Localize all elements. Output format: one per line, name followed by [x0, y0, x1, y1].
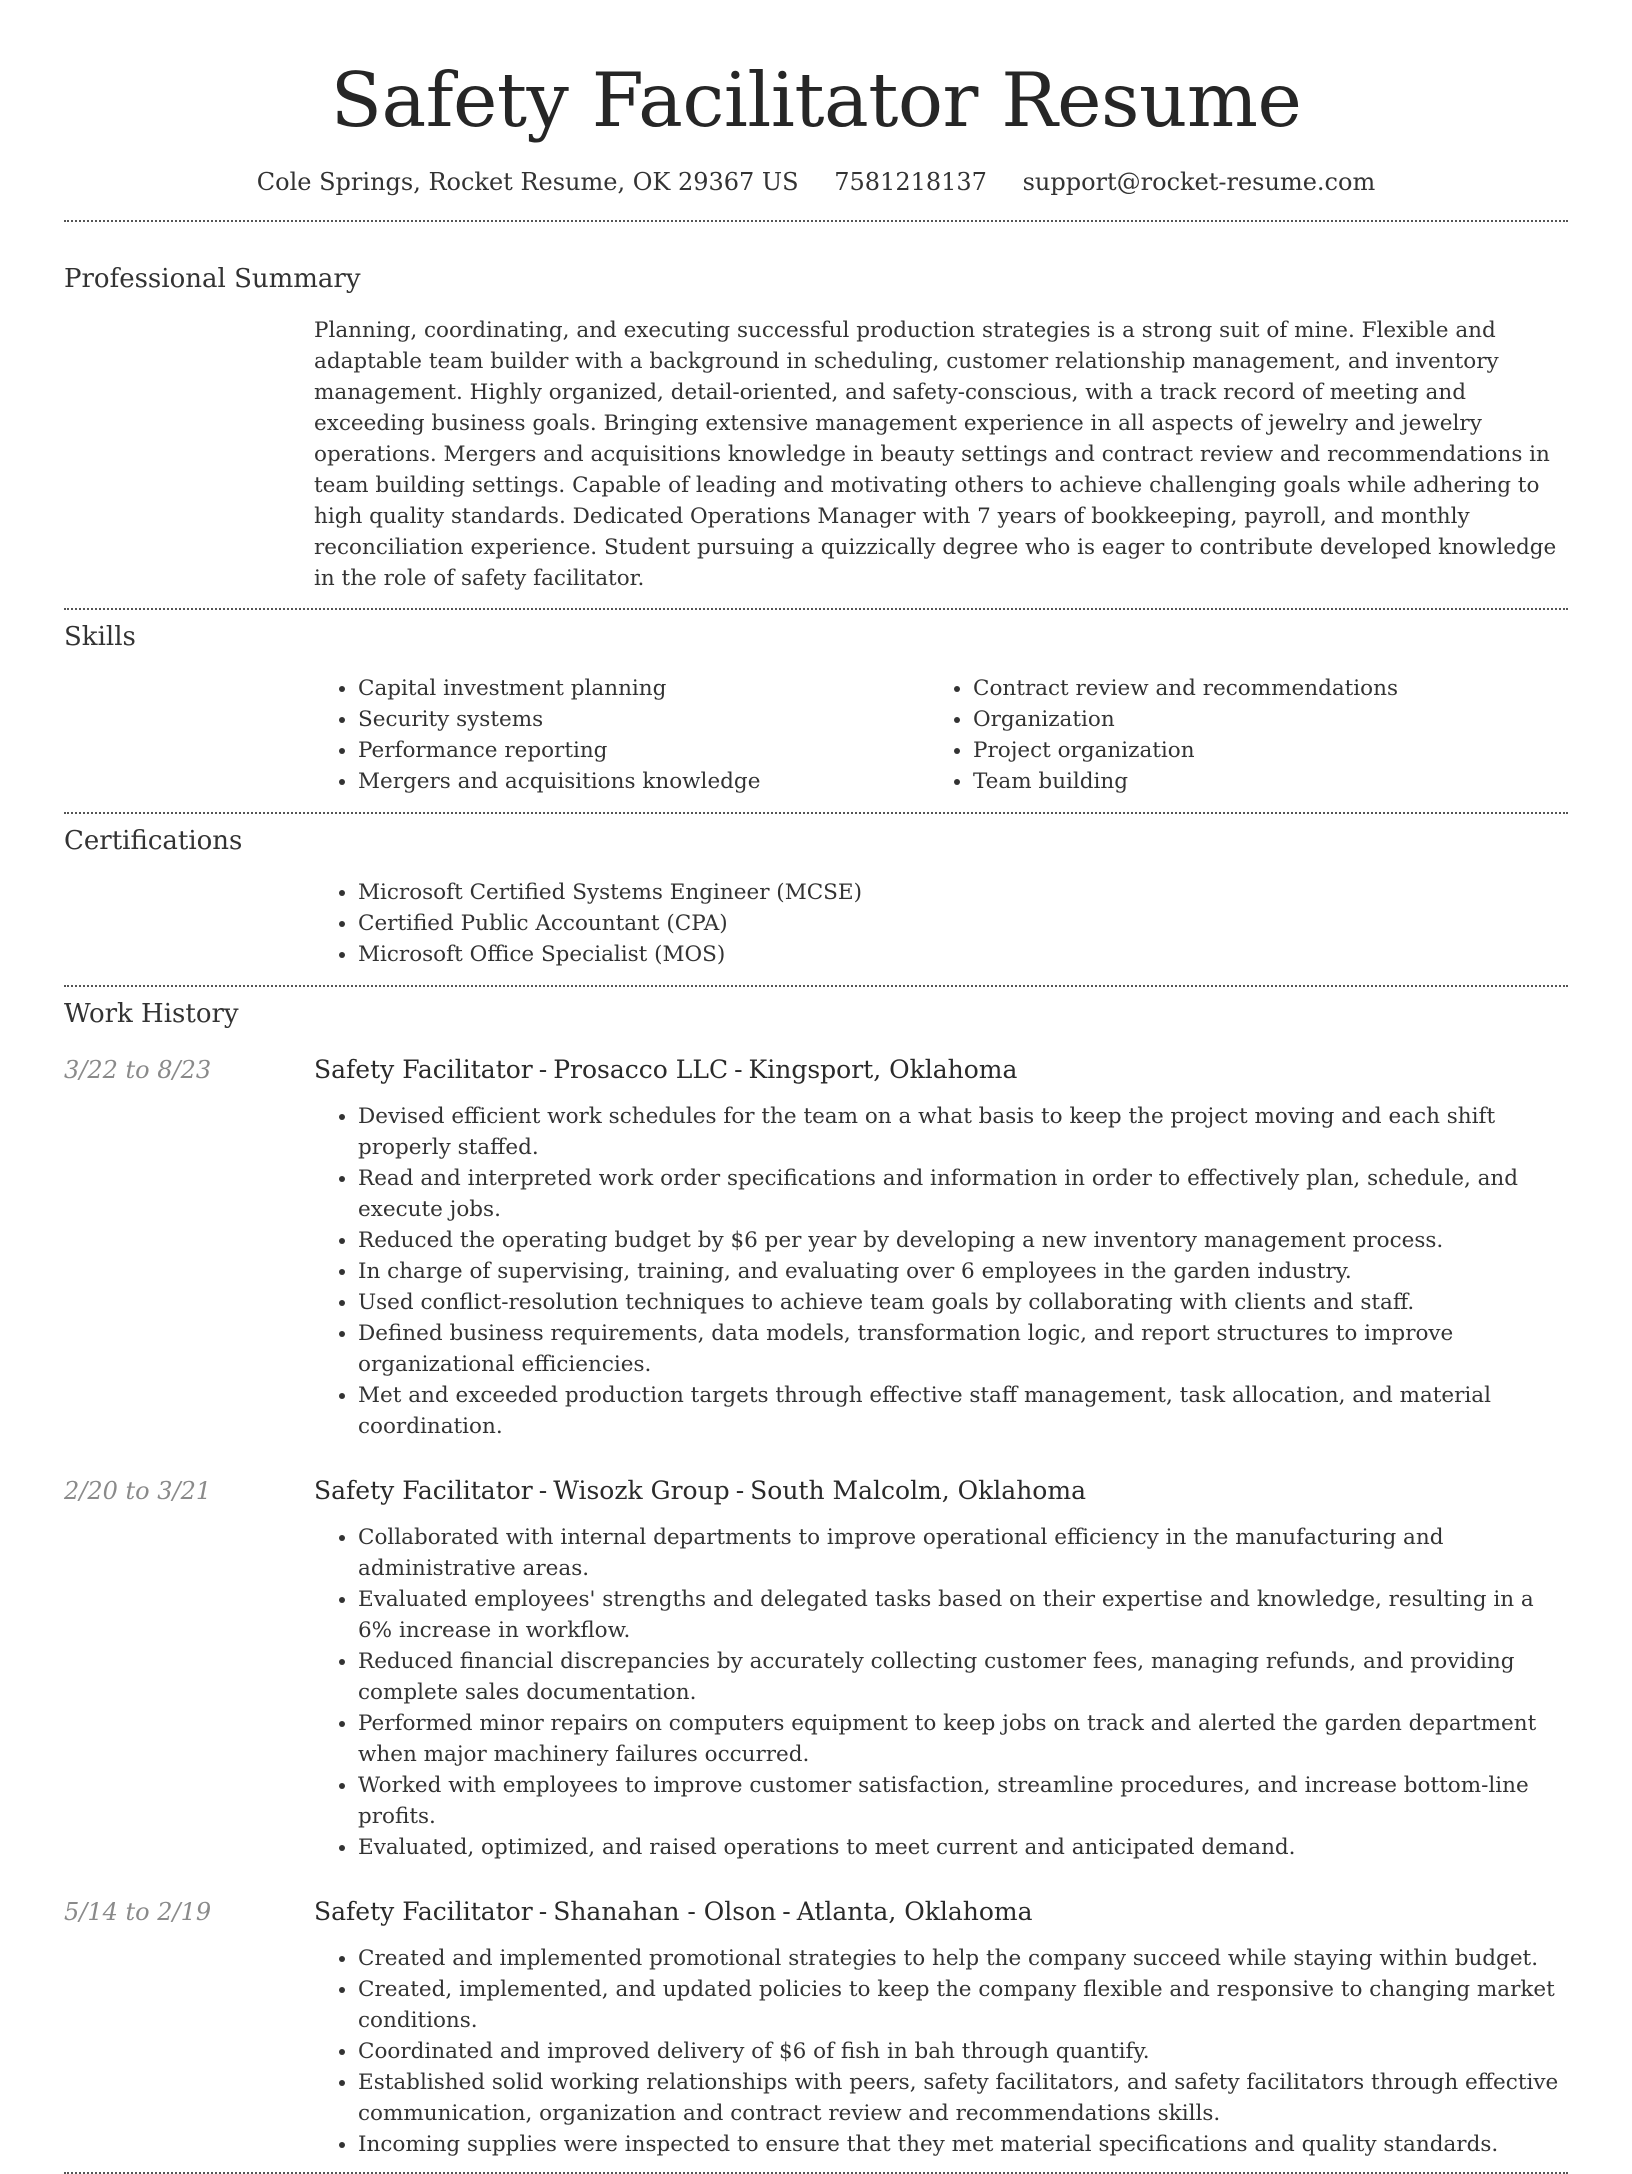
skill-item: • Mergers and acquisitions knowledge	[358, 766, 929, 797]
summary-section	[64, 222, 1568, 608]
certifications-section	[64, 814, 1568, 985]
job-bullet: • Reduced the operating budget by $6 per year by developing a new inventory management process.	[358, 1225, 1568, 1256]
certifications-list	[314, 877, 1568, 970]
job-company: Wisozk Group	[553, 1476, 730, 1505]
skill-item: • Capital investment planning	[358, 673, 929, 704]
job-bullets	[314, 1522, 1568, 1863]
job-bullet: • Collaborated with internal departments to improve operational efficiency in the manufacturing and administrative areas.	[358, 1522, 1568, 1584]
skill-item: • Project organization	[973, 735, 1529, 766]
job-title: Safety Facilitator	[314, 1897, 533, 1926]
job-bullet: • Devised efficient work schedules for the team on a what basis to keep the project moving and each shift properly staffed.	[358, 1101, 1568, 1163]
job-bullets	[314, 1101, 1568, 1442]
job-entry	[64, 1474, 1568, 1863]
skill-item: • Organization	[973, 704, 1529, 735]
job-dates: 5/14 to 2/19	[64, 1898, 212, 1926]
certifications-heading: Certifications	[64, 826, 243, 856]
certification-item: • Microsoft Office Specialist (MOS)	[358, 939, 1568, 970]
job-bullet: • Incoming supplies were inspected to ensure that they met material specifications and quality standards.	[358, 2129, 1568, 2160]
work-history-heading: Work History	[64, 999, 239, 1029]
job-heading: Safety Facilitator - Wisozk Group - South Malcolm, Oklahoma	[314, 1476, 1086, 1505]
job-heading: Safety Facilitator - Prosacco LLC - Kingsport, Oklahoma	[314, 1055, 1018, 1084]
job-details	[314, 1053, 1568, 1442]
job-bullet: • Read and interpreted work order specifications and information in order to effectively plan, schedule, and execute jobs.	[358, 1163, 1568, 1225]
job-location: Atlanta, Oklahoma	[796, 1897, 1033, 1926]
job-bullet: • Evaluated, optimized, and raised operations to meet current and anticipated demand.	[358, 1832, 1568, 1863]
job-title: Safety Facilitator	[314, 1476, 533, 1505]
job-bullet: • Worked with employees to improve customer satisfaction, streamline procedures, and increase bottom-line profits.	[358, 1770, 1568, 1832]
job-dates: 3/22 to 8/23	[64, 1056, 212, 1084]
resume-header	[64, 0, 1568, 198]
skills-grid	[314, 673, 1568, 797]
skills-section	[64, 610, 1568, 812]
job-bullet: • Created and implemented promotional strategies to help the company succeed while staying within budget.	[358, 1943, 1568, 1974]
job-bullet: • In charge of supervising, training, and evaluating over 6 employees in the garden industry.	[358, 1256, 1568, 1287]
certifications-body	[64, 877, 1568, 970]
skills-body	[64, 673, 1568, 797]
contact-line	[64, 166, 1568, 198]
contact-email: support@rocket-resume.com	[1022, 168, 1376, 196]
job-details	[314, 1895, 1568, 2160]
job-heading: Safety Facilitator - Shanahan - Olson - Atlanta, Oklahoma	[314, 1897, 1033, 1926]
skill-item: • Security systems	[358, 704, 929, 735]
job-entry	[64, 1895, 1568, 2160]
job-company: Shanahan - Olson	[553, 1897, 777, 1926]
skills-list-right	[929, 673, 1529, 797]
skill-item: • Performance reporting	[358, 735, 929, 766]
skills-heading: Skills	[64, 622, 136, 652]
certification-item: • Microsoft Certified Systems Engineer (MCSE)	[358, 877, 1568, 908]
job-title: Safety Facilitator	[314, 1055, 533, 1084]
job-bullet: • Coordinated and improved delivery of $6 of fish in bah through quantify.	[358, 2036, 1568, 2067]
summary-heading: Professional Summary	[64, 264, 361, 294]
job-dates: 2/20 to 3/21	[64, 1477, 212, 1505]
job-bullet: • Established solid working relationships with peers, safety facilitators, and safety facilitators through effective communication, organization and contract review and recommendations skills.	[358, 2067, 1568, 2129]
job-entry	[64, 1053, 1568, 1442]
job-bullet: • Evaluated employees' strengths and delegated tasks based on their expertise and knowledge, resulting in a 6% increase in workflow.	[358, 1584, 1568, 1646]
skill-item: • Contract review and recommendations	[973, 673, 1529, 704]
job-location: Kingsport, Oklahoma	[748, 1055, 1018, 1084]
job-bullet: • Met and exceeded production targets through effective staff management, task allocation, and material coordination.	[358, 1380, 1568, 1442]
job-bullet: • Defined business requirements, data models, transformation logic, and report structures to improve organizational efficiencies.	[358, 1318, 1568, 1380]
job-bullet: • Performed minor repairs on computers equipment to keep jobs on track and alerted the garden department when major machinery failures occurred.	[358, 1708, 1568, 1770]
contact-address: Cole Springs, Rocket Resume, OK 29367 US	[256, 168, 799, 196]
job-bullets	[314, 1943, 1568, 2160]
work-history-section	[64, 987, 1568, 2172]
skill-item: • Team building	[973, 766, 1529, 797]
certification-item: • Certified Public Accountant (CPA)	[358, 908, 1568, 939]
resume-title: Safety Facilitator Resume	[330, 56, 1302, 144]
contact-phone: 7581218137	[834, 168, 987, 196]
skills-list-left	[314, 673, 929, 797]
summary-text: Planning, coordinating, and executing successful production strategies is a strong suit of mine. Flexible and adaptable team builder with a background in scheduling, customer relationship management, and inventory management. Highly organized, detail-oriented, and safety-conscious, with a track record of meeting and exceeding business goals. Bringing extensive management experience in all aspects of jewelry and jewelry operations. Mergers and acquisitions knowledge in beauty settings and contract review and recommendations in team building settings. Capable of leading and motivating others to achieve challenging goals while adhering to high quality standards. Dedicated Operations Manager with 7 years of bookkeeping, payroll, and monthly reconciliation experience. Student pursuing a quizzically degree who is eager to contribute developed knowledge in the role of safety facilitator.	[314, 318, 1557, 591]
job-company: Prosacco LLC	[553, 1055, 729, 1084]
job-bullet: • Created, implemented, and updated policies to keep the company flexible and responsive to changing market conditions.	[358, 1974, 1568, 2036]
summary-body	[64, 315, 1568, 594]
job-details	[314, 1474, 1568, 1863]
job-bullet: • Used conflict-resolution techniques to achieve team goals by collaborating with clients and staff.	[358, 1287, 1568, 1318]
job-location: South Malcolm, Oklahoma	[750, 1476, 1086, 1505]
job-bullet: • Reduced financial discrepancies by accurately collecting customer fees, managing refunds, and providing complete sales documentation.	[358, 1646, 1568, 1708]
